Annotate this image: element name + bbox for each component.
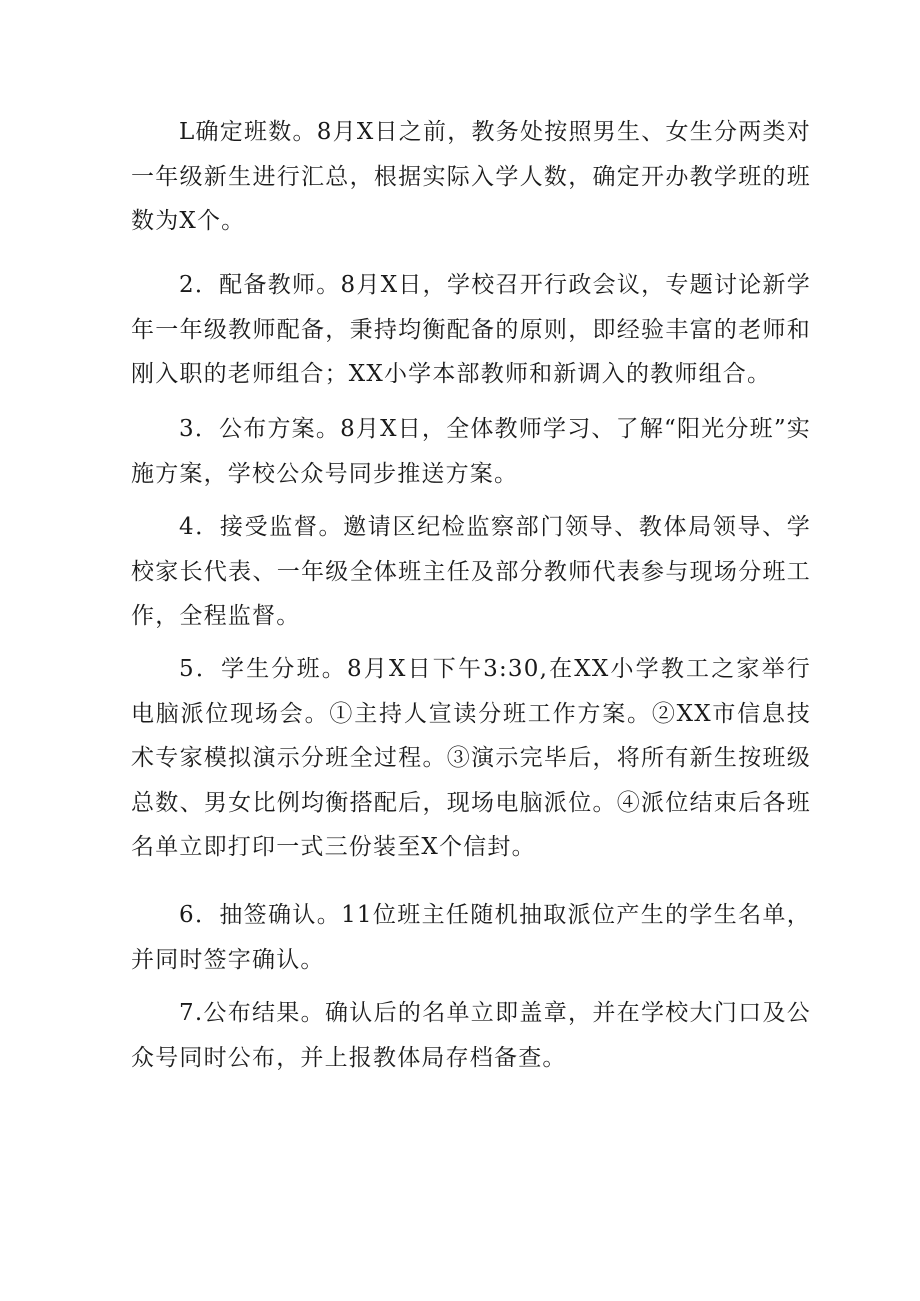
- paragraph-5-student-placement: 5．学生分班。8月X日下午3:30,在XX小学教工之家举行电脑派位现场会。①主持人宣读分班工作方案。②XX市信息技术专家模拟演示分班全过程。③演示完毕后，将所有新生按班级总数、男女比例均衡搭配后，现场电脑派位。④派位结束后各班名单立即打印一式三份装至X个信封。: [131, 656, 811, 860]
- paragraph-1-determine-classes: L确定班数。8月X日之前，教务处按照男生、女生分两类对一年级新生进行汇总，根据实际入学人数，确定开办教学班的班数为X个。: [131, 119, 811, 234]
- paragraph-3-publish-plan: 3．公布方案。8月X日，全体教师学习、了解“阳光分班”实施方案，学校公众号同步推送方案。: [131, 416, 811, 487]
- paragraph-4-accept-supervision: 4．接受监督。邀请区纪检监察部门领导、教体局领导、学校家长代表、一年级全体班主任及部分教师代表参与现场分班工作，全程监督。: [131, 514, 811, 629]
- paragraph-7-publish-results: 7.公布结果。确认后的名单立即盖章，并在学校大门口及公众号同时公布，并上报教体局存档备查。: [131, 1000, 811, 1071]
- paragraph-6-draw-confirmation: 6．抽签确认。11位班主任随机抽取派位产生的学生名单，并同时签字确认。: [131, 902, 811, 973]
- paragraph-2-assign-teachers: 2．配备教师。8月X日，学校召开行政会议，专题讨论新学年一年级教师配备，秉持均衡配备的原则，即经验丰富的老师和刚入职的老师组合；XX小学本部教师和新调入的教师组合。: [131, 272, 811, 387]
